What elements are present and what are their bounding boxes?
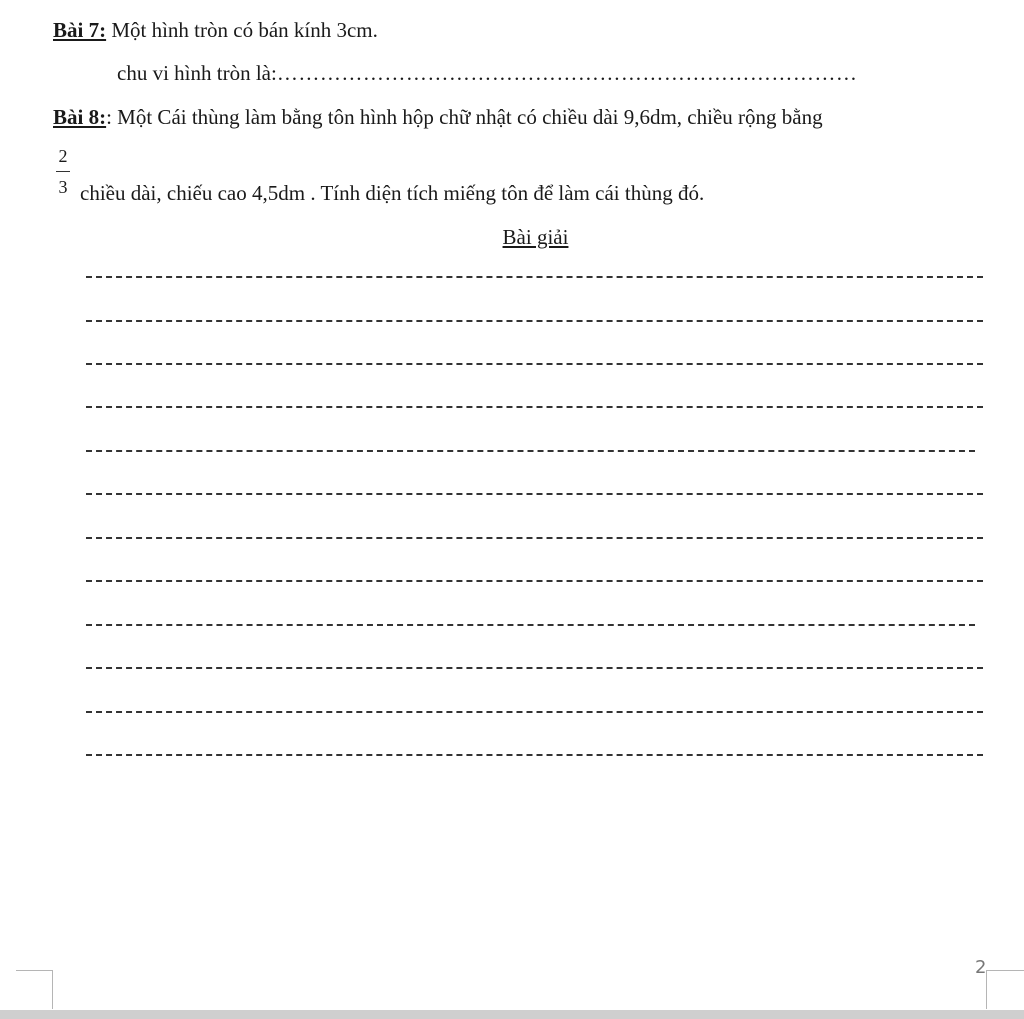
exercise-8-text-1: : Một Cái thùng làm bằng tôn hình hộp chữ nhật có chiều dài 9,6dm, chiều rộng bằng <box>106 105 823 129</box>
answer-line <box>86 711 983 713</box>
answer-line <box>86 580 983 582</box>
fraction-two-thirds <box>53 147 73 196</box>
answer-line <box>86 537 983 539</box>
answer-line <box>86 624 975 626</box>
page-number: 2 <box>975 957 987 978</box>
exercise-8-label: Bài 8: <box>53 105 107 129</box>
answer-line <box>86 276 983 278</box>
page-margin-corner-right <box>986 970 1024 1009</box>
answer-line <box>86 363 983 365</box>
exercise-8-line-1 <box>53 107 823 128</box>
page-gap-bar <box>0 1010 1024 1019</box>
exercise-7-text: Một hình tròn có bán kính 3cm. <box>106 18 378 42</box>
exercise-7-line <box>53 20 378 41</box>
fraction-denominator: 3 <box>58 177 68 197</box>
answer-line <box>86 406 983 408</box>
exercise-8-line-2 <box>80 183 704 204</box>
answer-line <box>86 754 983 756</box>
exercise-8-text-2: chiều dài, chiếu cao 4,5dm . Tính diện tích miếng tôn để làm cái thùng đó. <box>80 181 705 205</box>
exercise-7-answer-prompt: chu vi hình tròn là: <box>117 61 277 85</box>
solution-title: Bài giải <box>502 225 569 249</box>
exercise-7-label: Bài 7: <box>53 18 107 42</box>
fraction-bar <box>56 171 70 172</box>
answer-line <box>86 667 983 669</box>
answer-line <box>86 493 983 495</box>
page-margin-corner-left <box>16 970 53 1009</box>
exercise-7-answer-dots: ……………………………………………………………………… <box>276 61 858 85</box>
fraction-numerator: 2 <box>58 146 68 166</box>
answer-line <box>86 450 975 452</box>
exercise-7-answer-line <box>117 63 857 84</box>
answer-line <box>86 320 983 322</box>
